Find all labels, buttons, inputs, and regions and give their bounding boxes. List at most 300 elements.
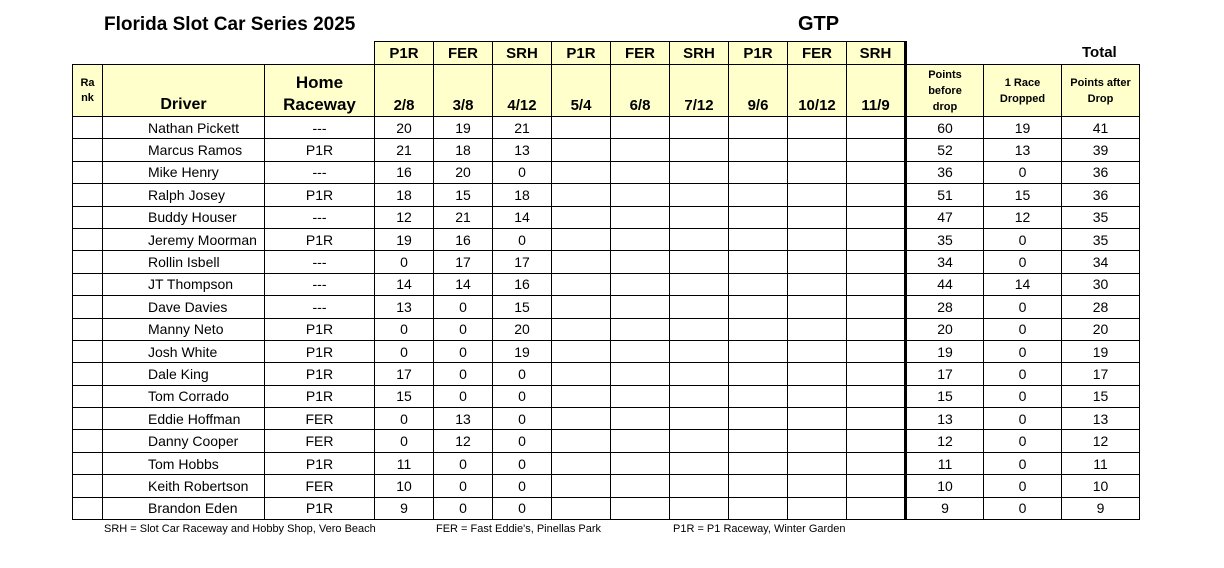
race-points-cell [847,363,906,385]
driver-cell: Buddy Houser [103,206,265,228]
race-track-row [73,42,1140,65]
table-row [73,251,1140,273]
driver-cell: Keith Robertson [103,475,265,497]
race-date-cell: 10/12 [788,65,847,117]
home-raceway-cell: --- [265,206,375,228]
race-points-cell [729,251,788,273]
race-track-cell: FER [611,42,670,65]
race-points-cell: 12 [375,206,434,228]
points-before-drop-cell: 13 [906,408,984,430]
race-points-cell [847,228,906,250]
race-points-cell [670,296,729,318]
race-points-cell: 21 [375,139,434,161]
points-before-drop-cell: 47 [906,206,984,228]
home-raceway-cell: --- [265,296,375,318]
race-dropped-cell: 0 [984,408,1062,430]
race-points-cell [670,206,729,228]
points-before-drop-cell: 10 [906,475,984,497]
points-after-drop-cell: 41 [1062,117,1140,139]
race-points-cell [670,117,729,139]
race-points-cell: 0 [434,475,493,497]
race-points-cell [788,497,847,519]
race-points-cell: 14 [434,273,493,295]
table-row [73,385,1140,407]
race-points-cell [552,184,611,206]
points-before-drop-cell: 15 [906,385,984,407]
race-points-cell [670,228,729,250]
race-points-cell: 21 [493,117,552,139]
race-points-cell: 0 [493,408,552,430]
race-points-cell [611,251,670,273]
race-dropped-cell: 0 [984,161,1062,183]
points-before-drop-cell: 36 [906,161,984,183]
points-after-drop-cell: 10 [1062,475,1140,497]
race-points-cell [788,296,847,318]
points-after-drop-cell: 35 [1062,206,1140,228]
race-points-cell: 17 [493,251,552,273]
driver-cell: Jeremy Moorman [103,228,265,250]
points-after-drop-cell: 12 [1062,430,1140,452]
race-points-cell [611,340,670,362]
race-points-cell: 16 [434,228,493,250]
race-points-cell [552,408,611,430]
race-date-cell: 6/8 [611,65,670,117]
race-dropped-cell: 0 [984,340,1062,362]
driver-cell: Dale King [103,363,265,385]
race-points-cell: 17 [375,363,434,385]
race-points-cell [788,408,847,430]
race-points-cell [847,251,906,273]
race-points-cell [552,497,611,519]
race-date-cell: 7/12 [670,65,729,117]
race-points-cell [611,228,670,250]
race-points-cell [729,206,788,228]
race-points-cell [611,139,670,161]
race-points-cell [670,363,729,385]
race-points-cell [552,318,611,340]
race-points-cell: 0 [493,497,552,519]
race-points-cell: 9 [375,497,434,519]
race-points-cell [670,273,729,295]
race-points-cell [847,340,906,362]
race-points-cell: 0 [493,475,552,497]
race-points-cell [788,184,847,206]
rank-cell [73,117,103,139]
race-points-cell: 18 [434,139,493,161]
race-points-cell [670,475,729,497]
race-points-cell [670,340,729,362]
page-title: Florida Slot Car Series 2025 [104,14,356,35]
race-dropped-cell: 14 [984,273,1062,295]
race-dropped-header: 1 Race Dropped [984,65,1062,117]
race-points-cell: 0 [434,340,493,362]
race-points-cell [670,385,729,407]
race-points-cell [611,206,670,228]
table-row [73,139,1140,161]
race-points-cell: 13 [434,408,493,430]
race-points-cell [552,475,611,497]
race-points-cell [847,117,906,139]
race-points-cell [729,318,788,340]
table-row [73,318,1140,340]
driver-cell: Ralph Josey [103,184,265,206]
race-points-cell [552,296,611,318]
race-date-cell: 11/9 [847,65,906,117]
rank-cell [73,184,103,206]
race-points-cell [788,475,847,497]
race-points-cell [788,340,847,362]
race-points-cell [552,452,611,474]
race-points-cell [670,161,729,183]
home-raceway-cell: P1R [265,139,375,161]
race-points-cell: 0 [434,385,493,407]
home-raceway-cell: P1R [265,340,375,362]
race-points-cell [847,497,906,519]
home-raceway-cell: FER [265,408,375,430]
legend-srh: SRH = Slot Car Raceway and Hobby Shop, Vero Beach [104,523,376,535]
home-raceway-cell: P1R [265,228,375,250]
race-points-cell [788,161,847,183]
home-raceway-cell: P1R [265,497,375,519]
points-after-drop-cell: 13 [1062,408,1140,430]
race-points-cell [552,139,611,161]
total-label: Total [1082,44,1117,61]
race-points-cell: 0 [375,408,434,430]
points-after-drop-cell: 28 [1062,296,1140,318]
home-raceway-cell: P1R [265,452,375,474]
race-points-cell [552,228,611,250]
race-points-cell [729,161,788,183]
race-points-cell: 0 [375,251,434,273]
race-dropped-cell: 0 [984,363,1062,385]
race-points-cell: 19 [375,228,434,250]
race-points-cell [788,385,847,407]
race-points-cell: 12 [434,430,493,452]
race-points-cell [729,117,788,139]
points-before-drop-cell: 12 [906,430,984,452]
race-points-cell [552,251,611,273]
race-points-cell [788,206,847,228]
rank-header: Ra nk [73,65,103,117]
points-before-drop-cell: 51 [906,184,984,206]
driver-cell: Tom Corrado [103,385,265,407]
race-points-cell [729,385,788,407]
race-points-cell [729,430,788,452]
race-points-cell [670,251,729,273]
table-row [73,117,1140,139]
home-raceway-header: Home Raceway [265,65,375,117]
rank-cell [73,296,103,318]
race-points-cell: 20 [375,117,434,139]
rank-cell [73,475,103,497]
home-raceway-cell: P1R [265,318,375,340]
race-points-cell: 0 [493,430,552,452]
race-track-cell: SRH [670,42,729,65]
race-points-cell: 0 [493,161,552,183]
race-points-cell [552,430,611,452]
race-points-cell [847,161,906,183]
race-dropped-cell: 0 [984,385,1062,407]
race-points-cell: 18 [375,184,434,206]
points-after-drop-cell: 15 [1062,385,1140,407]
race-dropped-cell: 13 [984,139,1062,161]
race-points-cell [847,475,906,497]
race-points-cell [611,273,670,295]
points-after-drop-cell: 19 [1062,340,1140,362]
driver-cell: Mike Henry [103,161,265,183]
race-points-cell [788,117,847,139]
rank-cell [73,430,103,452]
race-points-cell [670,184,729,206]
table-row [73,228,1140,250]
race-points-cell [552,363,611,385]
race-points-cell [670,139,729,161]
race-points-cell: 19 [493,340,552,362]
race-points-cell: 11 [375,452,434,474]
race-points-cell [729,340,788,362]
points-before-drop-cell: 9 [906,497,984,519]
points-before-drop-cell: 20 [906,318,984,340]
points-before-drop-cell: 28 [906,296,984,318]
race-points-cell [788,251,847,273]
race-dropped-cell: 0 [984,497,1062,519]
race-points-cell [611,161,670,183]
race-points-cell [670,430,729,452]
race-points-cell [729,452,788,474]
race-points-cell [847,318,906,340]
race-dropped-cell: 12 [984,206,1062,228]
race-dropped-cell: 0 [984,296,1062,318]
race-points-cell [611,452,670,474]
home-raceway-cell: FER [265,430,375,452]
table-row [73,430,1140,452]
race-points-cell [788,228,847,250]
race-points-cell [729,363,788,385]
legend-p1r: P1R = P1 Raceway, Winter Garden [673,523,846,535]
race-points-cell [729,408,788,430]
race-points-cell [729,497,788,519]
class-title: GTP [798,13,840,35]
rank-cell [73,385,103,407]
race-points-cell [611,385,670,407]
race-points-cell: 15 [375,385,434,407]
race-points-cell [847,139,906,161]
rank-cell [73,251,103,273]
race-points-cell [729,228,788,250]
race-points-cell: 20 [493,318,552,340]
rank-cell [73,228,103,250]
race-dropped-cell: 0 [984,452,1062,474]
race-date-cell: 2/8 [375,65,434,117]
home-raceway-cell: --- [265,117,375,139]
race-points-cell: 21 [434,206,493,228]
driver-cell: Danny Cooper [103,430,265,452]
points-before-drop-cell: 11 [906,452,984,474]
home-raceway-cell: P1R [265,363,375,385]
rank-cell [73,273,103,295]
race-points-cell [611,296,670,318]
race-points-cell [611,475,670,497]
race-track-cell: FER [788,42,847,65]
rank-cell [73,161,103,183]
race-points-cell: 16 [375,161,434,183]
race-points-cell [552,161,611,183]
driver-cell: Dave Davies [103,296,265,318]
race-points-cell: 0 [375,340,434,362]
race-points-cell: 18 [493,184,552,206]
home-raceway-cell: P1R [265,385,375,407]
points-after-drop-cell: 11 [1062,452,1140,474]
points-after-drop-header: Points after Drop [1062,65,1140,117]
table-row [73,363,1140,385]
points-after-drop-cell: 30 [1062,273,1140,295]
points-after-drop-cell: 36 [1062,184,1140,206]
race-track-cell: SRH [493,42,552,65]
table-row [73,340,1140,362]
race-dropped-cell: 19 [984,117,1062,139]
rank-cell [73,497,103,519]
race-points-cell [552,206,611,228]
race-points-cell: 10 [375,475,434,497]
race-points-cell: 0 [493,385,552,407]
driver-cell: Rollin Isbell [103,251,265,273]
race-dropped-cell: 0 [984,430,1062,452]
legend-fer: FER = Fast Eddie's, Pinellas Park [436,523,602,535]
race-points-cell: 16 [493,273,552,295]
driver-cell: Eddie Hoffman [103,408,265,430]
points-after-drop-cell: 34 [1062,251,1140,273]
points-after-drop-cell: 17 [1062,363,1140,385]
points-before-drop-header: Points before drop [906,65,984,117]
standings-table [72,41,1140,520]
rank-cell [73,206,103,228]
race-dropped-cell: 0 [984,475,1062,497]
race-points-cell: 14 [375,273,434,295]
rank-cell [73,340,103,362]
race-points-cell: 15 [434,184,493,206]
home-raceway-cell: --- [265,251,375,273]
race-points-cell: 0 [434,318,493,340]
race-points-cell: 0 [375,318,434,340]
points-after-drop-cell: 35 [1062,228,1140,250]
race-points-cell [729,475,788,497]
race-points-cell: 0 [434,296,493,318]
points-before-drop-cell: 60 [906,117,984,139]
table-row [73,273,1140,295]
race-points-cell [788,452,847,474]
points-before-drop-cell: 19 [906,340,984,362]
race-date-cell: 3/8 [434,65,493,117]
race-points-cell: 20 [434,161,493,183]
race-points-cell: 19 [434,117,493,139]
race-points-cell: 0 [375,430,434,452]
table-row [73,161,1140,183]
race-track-cell: SRH [847,42,906,65]
table-row [73,475,1140,497]
rank-cell [73,139,103,161]
points-after-drop-cell: 39 [1062,139,1140,161]
race-date-cell: 9/6 [729,65,788,117]
race-points-cell [847,184,906,206]
race-points-cell [552,340,611,362]
points-before-drop-cell: 17 [906,363,984,385]
race-points-cell [729,184,788,206]
race-points-cell [611,408,670,430]
race-points-cell: 0 [493,452,552,474]
driver-cell: Brandon Eden [103,497,265,519]
race-track-cell: P1R [729,42,788,65]
race-points-cell [670,408,729,430]
race-points-cell [847,430,906,452]
race-points-cell [729,296,788,318]
race-points-cell [611,184,670,206]
driver-cell: Josh White [103,340,265,362]
race-points-cell [847,273,906,295]
race-points-cell: 17 [434,251,493,273]
race-points-cell [670,318,729,340]
race-points-cell [788,363,847,385]
race-points-cell [847,452,906,474]
race-points-cell: 0 [493,363,552,385]
column-header-row [73,65,1140,117]
race-dropped-cell: 15 [984,184,1062,206]
driver-header: Driver [103,65,265,117]
race-points-cell [611,363,670,385]
race-points-cell: 0 [434,363,493,385]
home-raceway-cell: FER [265,475,375,497]
table-row [73,184,1140,206]
race-points-cell [729,139,788,161]
table-row [73,206,1140,228]
race-points-cell [847,206,906,228]
race-points-cell [729,273,788,295]
race-points-cell [611,497,670,519]
table-row [73,408,1140,430]
race-dropped-cell: 0 [984,228,1062,250]
rank-cell [73,452,103,474]
race-date-cell: 5/4 [552,65,611,117]
race-points-cell [847,296,906,318]
race-points-cell [552,117,611,139]
race-points-cell: 14 [493,206,552,228]
race-track-cell: P1R [375,42,434,65]
race-points-cell: 13 [375,296,434,318]
points-after-drop-cell: 9 [1062,497,1140,519]
race-points-cell [847,385,906,407]
rank-cell [73,318,103,340]
race-points-cell [611,318,670,340]
race-points-cell: 15 [493,296,552,318]
driver-cell: Tom Hobbs [103,452,265,474]
race-points-cell [670,452,729,474]
race-points-cell: 0 [434,497,493,519]
race-date-cell: 4/12 [493,65,552,117]
race-dropped-cell: 0 [984,251,1062,273]
race-points-cell [788,318,847,340]
points-after-drop-cell: 20 [1062,318,1140,340]
rank-cell [73,363,103,385]
race-points-cell: 0 [493,228,552,250]
driver-cell: Manny Neto [103,318,265,340]
race-points-cell [552,385,611,407]
race-points-cell [788,430,847,452]
race-track-cell: FER [434,42,493,65]
table-row [73,452,1140,474]
points-after-drop-cell: 36 [1062,161,1140,183]
race-points-cell [611,117,670,139]
points-before-drop-cell: 44 [906,273,984,295]
race-points-cell: 0 [434,452,493,474]
